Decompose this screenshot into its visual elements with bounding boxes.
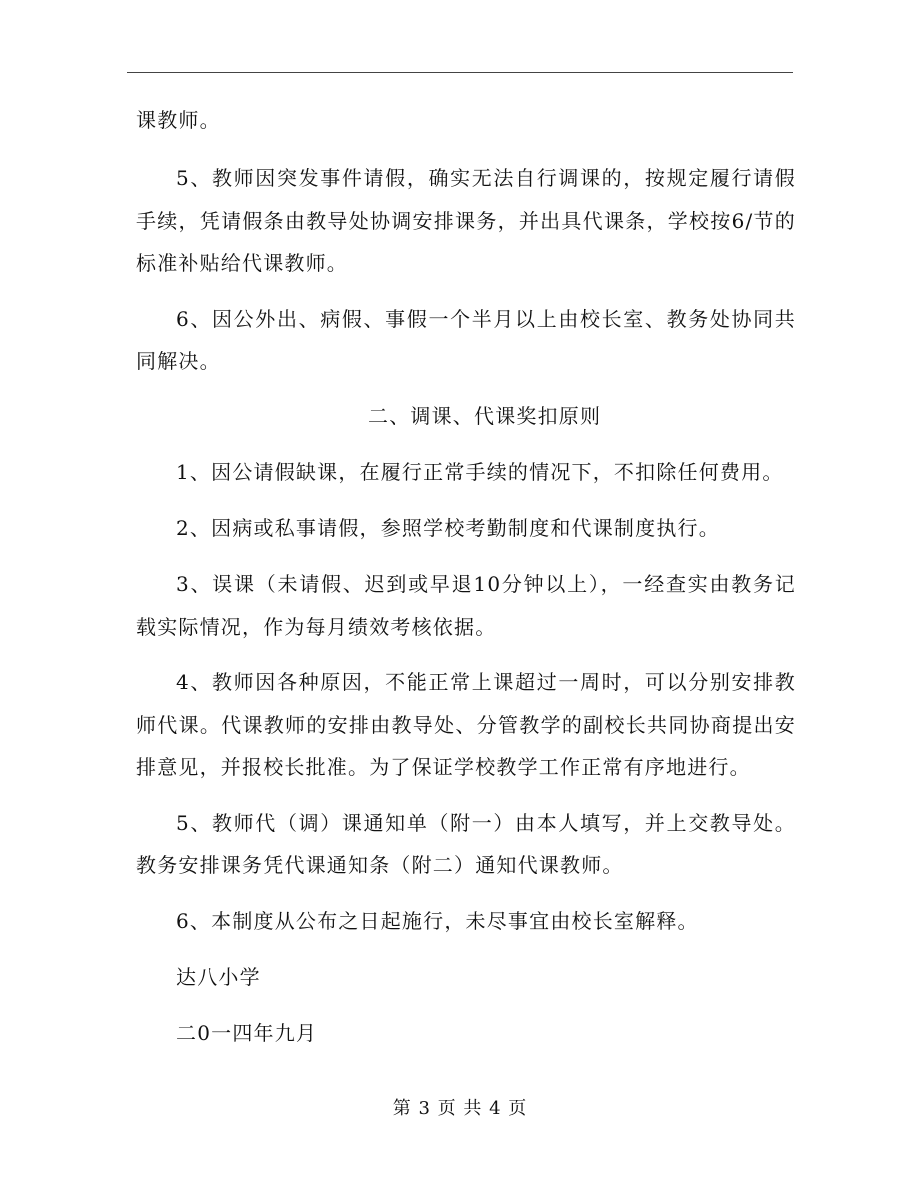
header-rule: [127, 72, 793, 73]
section-heading: 二、调课、代课奖扣原则: [368, 404, 602, 428]
rule-4-line-1: 4、教师因各种原因，不能正常上课超过一周时，可以分别安排教: [176, 670, 796, 694]
rule-1: 1、因公请假缺课，在履行正常手续的情况下，不扣除任何费用。: [176, 460, 784, 484]
rule-3-line-1: 3、误课（未请假、迟到或早退10分钟以上），一经查实由教务记: [176, 572, 796, 596]
school-name: 达八小学: [176, 965, 261, 989]
page-number: 第 3 页 共 4 页: [392, 1098, 528, 1119]
rule-6: 6、本制度从公布之日起施行，未尽事宜由校长室解释。: [176, 909, 699, 933]
paragraph-6-line-1: 6、因公外出、病假、事假一个半月以上由校长室、教务处协同共: [176, 307, 796, 331]
paragraph-6-line-2: 同解决。: [136, 349, 221, 373]
rule-5-line-2: 教务安排课务凭代课通知条（附二）通知代课教师。: [136, 853, 624, 877]
rule-4-line-3: 排意见，并报校长批准。为了保证学校教学工作正常有序地进行。: [136, 755, 751, 779]
paragraph-continuation: 课教师。: [136, 108, 221, 132]
rule-4-line-2: 师代课。代课教师的安排由教导处、分管教学的副校长共同协商提出安: [136, 713, 796, 737]
paragraph-5-line-3: 标准补贴给代课教师。: [136, 251, 348, 275]
rule-2: 2、因病或私事请假，参照学校考勤制度和代课制度执行。: [176, 516, 720, 540]
paragraph-5-line-2: 手续，凭请假条由教导处协调安排课务，并出具代课条，学校按6/节的: [136, 209, 796, 233]
rule-3-line-2: 载实际情况，作为每月绩效考核依据。: [136, 615, 497, 639]
paragraph-5-line-1: 5、教师因突发事件请假，确实无法自行调课的，按规定履行请假: [176, 166, 796, 190]
rule-5-line-1: 5、教师代（调）课通知单（附一）由本人填写，并上交教导处。: [176, 811, 796, 835]
document-date: 二0一四年九月: [176, 1021, 318, 1045]
